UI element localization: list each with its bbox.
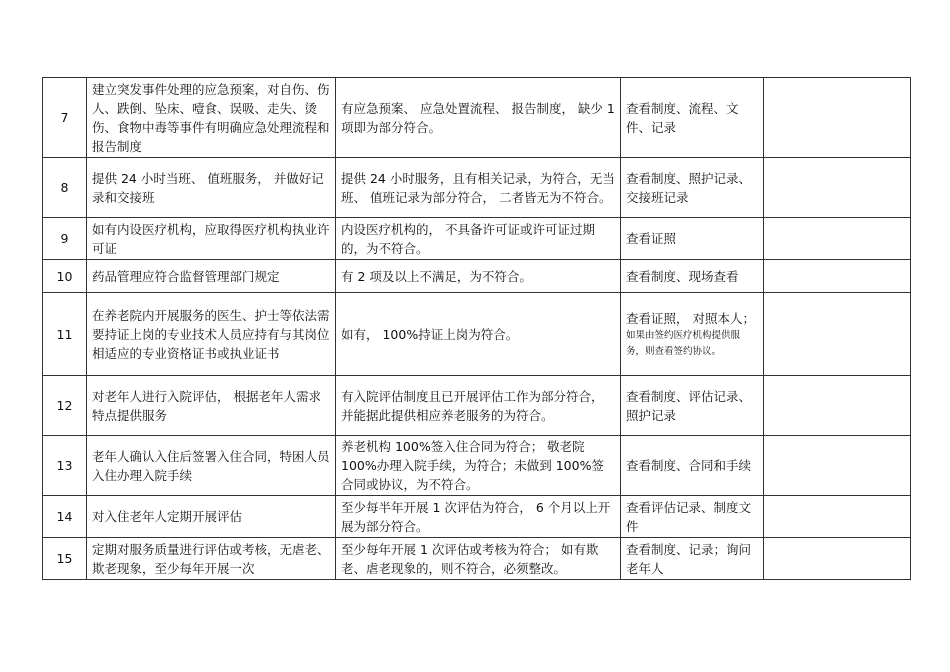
- criteria-cell: 提供 24 小时服务，且有相关记录，为符合，无当班、 值班记录为部分符合， 二者皆无为不符合。: [336, 158, 621, 218]
- table-row: [43, 496, 911, 538]
- requirement-cell: 建立突发事件处理的应急预案，对自伤、伤人、跌倒、坠床、噎食、误吸、走失、烫伤、食物中毒等事件有明确应急处理流程和报告制度: [87, 78, 336, 158]
- criteria-cell: 有应急预案、 应急处置流程、 报告制度， 缺少 1 项即为部分符合。: [336, 78, 621, 158]
- method-cell: 查看制度、评估记录、照护记录: [621, 376, 764, 436]
- table-row: [43, 78, 911, 158]
- item-number: 12: [43, 376, 87, 436]
- method-cell: 查看制度、记录；询问老年人: [621, 538, 764, 580]
- method-cell: 查看制度、合同和手续: [621, 436, 764, 496]
- item-number: 10: [43, 260, 87, 293]
- table-row: [43, 158, 911, 218]
- requirement-cell: 对老年人进行入院评估， 根据老年人需求特点提供服务: [87, 376, 336, 436]
- method-note: 如果由签约医疗机构提供服务，则查看签约协议。: [626, 329, 741, 357]
- item-number: 7: [43, 78, 87, 158]
- requirement-cell: 定期对服务质量进行评估或考核，无虐老、欺老现象，至少每年开展一次: [87, 538, 336, 580]
- item-number: 11: [43, 293, 87, 376]
- method-cell: 查看制度、照护记录、交接班记录: [621, 158, 764, 218]
- table-row: [43, 436, 911, 496]
- method-cell: 查看证照: [621, 218, 764, 260]
- criteria-cell: 至少每年开展 1 次评估或考核为符合； 如有欺老、虐老现象的，则不符合，必须整改。: [336, 538, 621, 580]
- blank-cell: [764, 376, 911, 436]
- table-row: [43, 538, 911, 580]
- blank-cell: [764, 496, 911, 538]
- requirement-cell: 药品管理应符合监督管理部门规定: [87, 260, 336, 293]
- requirement-cell: 对入住老年人定期开展评估: [87, 496, 336, 538]
- blank-cell: [764, 260, 911, 293]
- standards-table: [42, 77, 911, 580]
- requirement-cell: 提供 24 小时当班、 值班服务， 并做好记录和交接班: [87, 158, 336, 218]
- requirement-cell: 在养老院内开展服务的医生、护士等依法需要持证上岗的专业技术人员应持有与其岗位相适应的专业资格证书或执业证书: [87, 293, 336, 376]
- criteria-cell: 有 2 项及以上不满足，为不符合。: [336, 260, 621, 293]
- table-row: [43, 376, 911, 436]
- table-row: [43, 218, 911, 260]
- method-cell: 查看评估记录、制度文件: [621, 496, 764, 538]
- method-cell: [621, 293, 764, 376]
- criteria-cell: 内设医疗机构的， 不具备许可证或许可证过期的，为不符合。: [336, 218, 621, 260]
- method-cell: 查看制度、现场查看: [621, 260, 764, 293]
- blank-cell: [764, 158, 911, 218]
- item-number: 8: [43, 158, 87, 218]
- item-number: 15: [43, 538, 87, 580]
- blank-cell: [764, 293, 911, 376]
- blank-cell: [764, 78, 911, 158]
- blank-cell: [764, 538, 911, 580]
- method-text: 查看证照， 对照本人；: [626, 310, 755, 326]
- requirement-cell: 老年人确认入住后签署入住合同，特困人员入住办理入院手续: [87, 436, 336, 496]
- item-number: 14: [43, 496, 87, 538]
- criteria-cell: 如有， 100%持证上岗为符合。: [336, 293, 621, 376]
- table-row: [43, 260, 911, 293]
- item-number: 13: [43, 436, 87, 496]
- requirement-cell: 如有内设医疗机构，应取得医疗机构执业许可证: [87, 218, 336, 260]
- criteria-cell: 至少每半年开展 1 次评估为符合， 6 个月以上开展为部分符合。: [336, 496, 621, 538]
- criteria-cell: 养老机构 100%签入住合同为符合； 敬老院 100%办理入院手续，为符合；未做到 100%签合同或协议，为不符合。: [336, 436, 621, 496]
- blank-cell: [764, 218, 911, 260]
- method-cell: 查看制度、流程、文件、记录: [621, 78, 764, 158]
- criteria-cell: 有入院评估制度且已开展评估工作为部分符合，并能据此提供相应养老服务的为符合。: [336, 376, 621, 436]
- blank-cell: [764, 436, 911, 496]
- table-row: [43, 293, 911, 376]
- item-number: 9: [43, 218, 87, 260]
